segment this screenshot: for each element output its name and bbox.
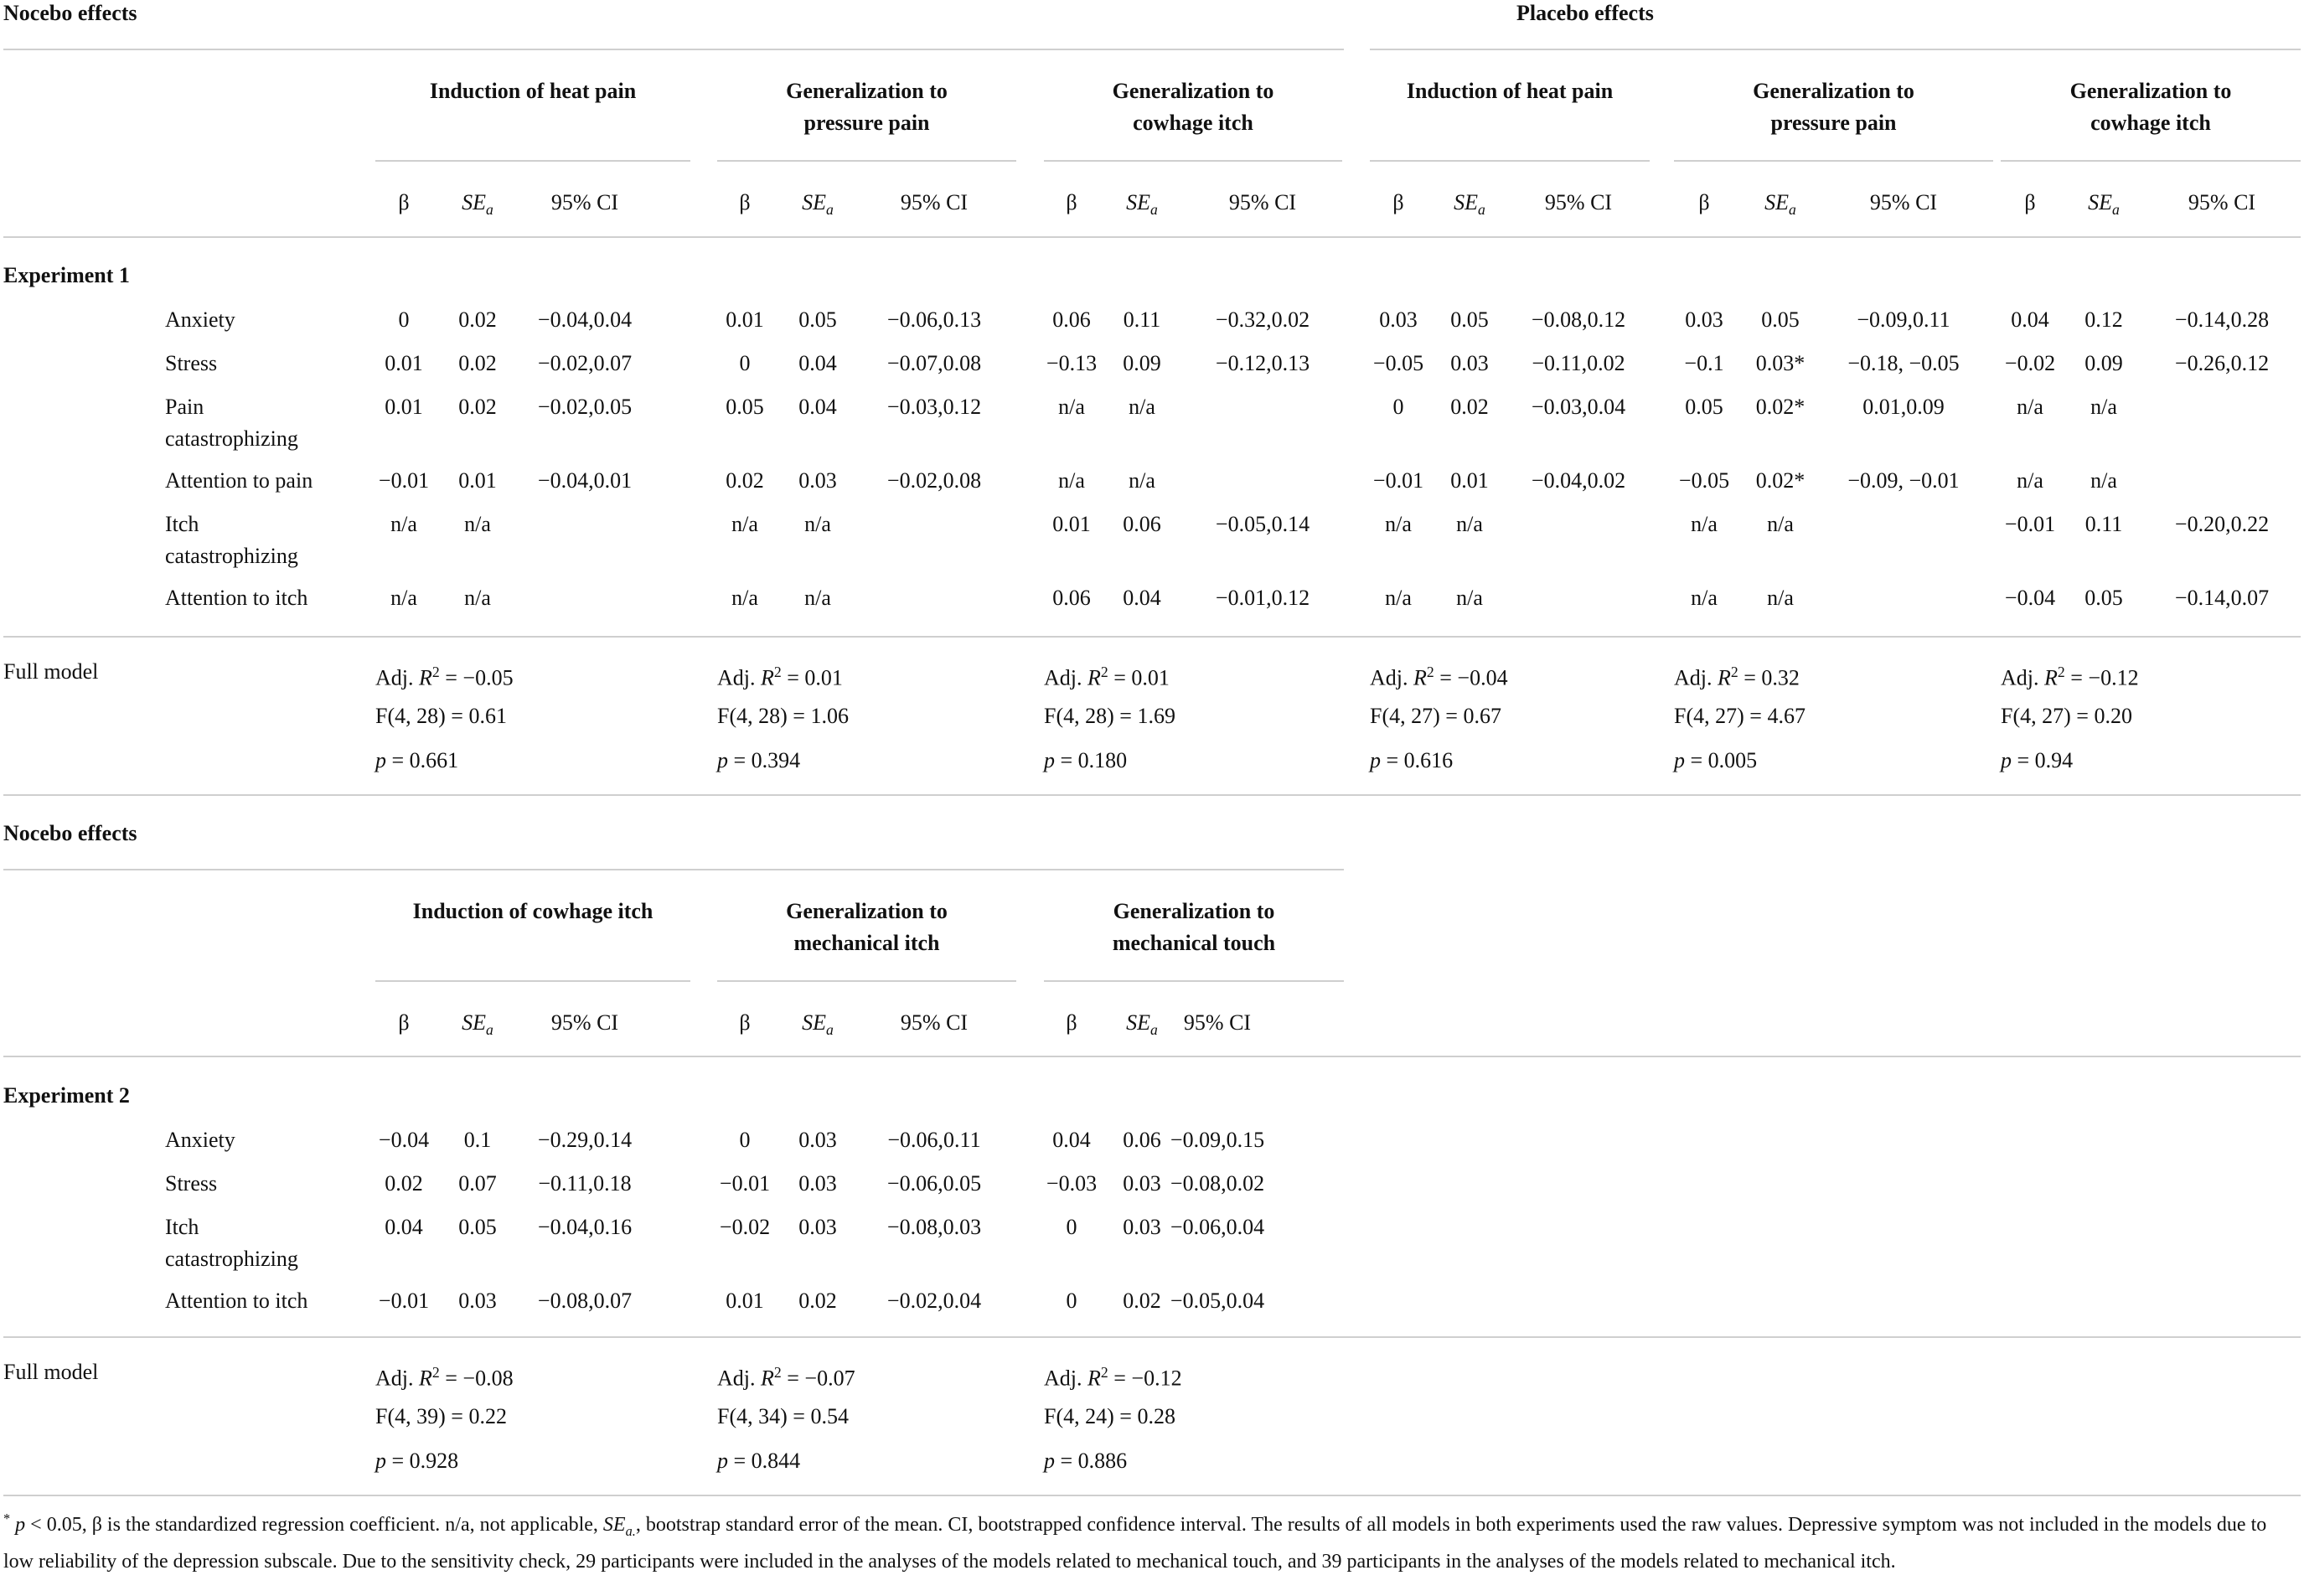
beta-value: −0.05 (1372, 351, 1424, 375)
model-exp1-p-value: p = 0.616 (1370, 748, 1454, 772)
ci-value: −0.06,0.13 (886, 307, 982, 332)
ci-value: −0.04,0.01 (537, 468, 633, 493)
se-value: 0.06 (1123, 1128, 1161, 1152)
full-model-rule (3, 636, 2301, 638)
beta-value: 0.05 (726, 395, 764, 419)
column-header: Induction of heat pain (429, 79, 637, 103)
beta-value: 0.01 (385, 351, 423, 375)
ci-value: −0.06,0.05 (886, 1171, 982, 1196)
ci-value: −0.12,0.13 (1215, 351, 1310, 375)
beta-value: 0.05 (1685, 395, 1723, 419)
row-label: Attention to pain (165, 468, 313, 493)
model-exp1-f-stat: F(4, 27) = 0.67 (1370, 704, 1501, 728)
model-exp1-f-stat: F(4, 28) = 1.06 (717, 704, 849, 728)
model-exp1-adj-r2: Adj. $R^2 = 0.01$ (1044, 664, 1170, 690)
beta-value: 0.01 (726, 1289, 764, 1313)
ci-header: 95% CI (550, 190, 619, 214)
column-header: Generalization to (2069, 79, 2232, 103)
se-value: 0.12 (2084, 307, 2123, 332)
se-value: 0.03 (798, 1128, 837, 1152)
ci-value: −0.26,0.12 (2174, 351, 2270, 375)
se-value: 0.02 (1123, 1289, 1161, 1313)
beta-value: −0.01 (378, 1289, 430, 1313)
ci-value: −0.07,0.08 (886, 351, 982, 375)
se-value: n/a (464, 586, 491, 610)
ci-header: 95% CI (1544, 190, 1613, 214)
beta-value: −0.02 (2004, 351, 2056, 375)
se-value: 0.02 (798, 1289, 837, 1313)
bottom-rule (3, 1495, 2301, 1496)
ci-header: 95% CI (900, 190, 969, 214)
beta-value: 0.02 (726, 468, 764, 493)
experiment-1-label: Experiment 1 (3, 263, 130, 287)
model-exp1-p-value: p = 0.180 (1044, 748, 1128, 772)
row-label: catastrophizing (165, 1247, 298, 1271)
beta-value: n/a (390, 512, 417, 536)
beta-value: 0.04 (1052, 1128, 1091, 1152)
ci-value: −0.06,0.04 (1170, 1215, 1265, 1239)
row-label: Itch (165, 512, 199, 536)
ci-header: 95% CI (1183, 1010, 1252, 1035)
row-label: Anxiety (165, 307, 235, 332)
beta-value: 0 (739, 1128, 751, 1152)
beta-value: 0.06 (1052, 586, 1091, 610)
nocebo-effects-title-2: Nocebo effects (3, 821, 137, 845)
section-rule (3, 794, 2301, 796)
beta-value: −0.04 (2004, 586, 2056, 610)
row-label: Itch (165, 1215, 199, 1239)
se-value: 0.04 (1123, 586, 1161, 610)
column-header: mechanical touch (1112, 931, 1276, 955)
ci-value: −0.05,0.14 (1215, 512, 1310, 536)
ci-value: −0.03,0.04 (1531, 395, 1626, 419)
se-header: $SE_a$ (1126, 190, 1158, 219)
top-rule-placebo (1370, 49, 2301, 50)
beta-value: −0.04 (378, 1128, 430, 1152)
se-value: 0.09 (2084, 351, 2123, 375)
column-header: Generalization to (1112, 79, 1274, 103)
row-label: Anxiety (165, 1128, 235, 1152)
beta-value: n/a (731, 586, 758, 610)
se-value: 0.02 (458, 307, 497, 332)
se-value: n/a (1767, 512, 1794, 536)
se-value: 0.04 (798, 395, 837, 419)
beta-value: −0.01 (719, 1171, 771, 1196)
model-exp2-p-value: p = 0.844 (717, 1449, 801, 1473)
column-group-underline (1370, 160, 1650, 162)
row-label: catastrophizing (165, 426, 298, 451)
beta-value: −0.01 (1372, 468, 1424, 493)
ci-value: −0.11,0.02 (1532, 351, 1625, 375)
model-exp2-adj-r2: Adj. $R^2 = -0.12$ (1044, 1364, 1182, 1391)
se-value: n/a (464, 512, 491, 536)
top-rule-nocebo (3, 49, 1344, 50)
se-value: 0.05 (2084, 586, 2123, 610)
beta-header: β (1392, 190, 1404, 214)
se-value: 0.03 (1450, 351, 1489, 375)
beta-value: 0 (1066, 1289, 1077, 1313)
beta-value: 0.06 (1052, 307, 1091, 332)
beta-value: n/a (2017, 468, 2043, 493)
model-exp1-f-stat: F(4, 27) = 0.20 (2001, 704, 2132, 728)
column-header: Induction of heat pain (1406, 79, 1614, 103)
model-exp1-p-value: p = 0.94 (2001, 748, 2074, 772)
column-header: Generalization to (1753, 79, 1914, 103)
model-exp1-f-stat: F(4, 28) = 1.69 (1044, 704, 1175, 728)
ci-value: −0.08,0.12 (1531, 307, 1626, 332)
ci-value: −0.14,0.28 (2174, 307, 2270, 332)
se-value: n/a (1456, 512, 1483, 536)
model-exp2-f-stat: F(4, 34) = 0.54 (717, 1404, 849, 1428)
model-exp1-adj-r2: Adj. $R^2 = -0.12$ (2001, 664, 2139, 690)
se-value: 0.05 (458, 1215, 497, 1239)
ci-value: −0.06,0.11 (887, 1128, 981, 1152)
beta-value: −0.01 (2004, 512, 2056, 536)
header-rule (3, 236, 2301, 238)
se-value: 0.01 (458, 468, 497, 493)
nocebo-effects-title: Nocebo effects (3, 1, 137, 25)
se-value: 0.11 (2084, 512, 2123, 536)
ci-value: −0.09, −0.01 (1847, 468, 1960, 493)
ci-value: −0.29,0.14 (537, 1128, 633, 1152)
beta-value: −0.13 (1046, 351, 1098, 375)
model-exp1-p-value: p = 0.005 (1674, 748, 1758, 772)
ci-value: −0.02,0.07 (537, 351, 633, 375)
beta-value: 0 (1066, 1215, 1077, 1239)
ci-value: −0.01,0.12 (1215, 586, 1310, 610)
column-header: Generalization to (786, 79, 948, 103)
ci-header: 95% CI (1869, 190, 1938, 214)
ci-value: −0.14,0.07 (2174, 586, 2270, 610)
table-footnote: * p < 0.05, β is the standardized regression coefficient. n/a, not applicable, $SE_{a.}$, bootstrap standard error of the mean. CI, bootstrapped confidence interval. The results of all models in both experiments used the raw values. Depressive symptom was not included in the models due to low reliability of the depression subscale. Due to the sensitivity check, 29 participants were included in the analyses of the models related to mechanical touch, and 39 participants in the analyses of the models related to mechanical itch. (3, 1511, 2267, 1573)
column-group-underline (717, 160, 1016, 162)
column-header: Induction of cowhage itch (412, 899, 653, 923)
row-label: Stress (165, 1171, 218, 1196)
beta-value: −0.02 (719, 1215, 771, 1239)
ci-value: −0.02,0.04 (886, 1289, 982, 1313)
se-value: 0.06 (1123, 512, 1161, 536)
se-value: 0.05 (1450, 307, 1489, 332)
se-value: 0.03* (1755, 351, 1805, 375)
ci-value: −0.05,0.04 (1170, 1289, 1265, 1313)
beta-value: 0 (739, 351, 751, 375)
ci-value: −0.04,0.16 (537, 1215, 633, 1239)
beta-header: β (739, 190, 751, 214)
ci-header: 95% CI (2188, 190, 2256, 214)
column-header: Generalization to (1113, 899, 1275, 923)
ci-value: −0.20,0.22 (2174, 512, 2270, 536)
placebo-effects-title: Placebo effects (1516, 1, 1654, 25)
beta-value: n/a (1691, 586, 1718, 610)
ci-value: −0.02,0.08 (886, 468, 982, 493)
beta-value: 0.03 (1379, 307, 1418, 332)
se-value: 0.03 (1123, 1171, 1161, 1196)
column-group-underline (375, 980, 690, 982)
se-value: n/a (2090, 468, 2117, 493)
se-value: 0.03 (798, 468, 837, 493)
model-exp1-adj-r2: Adj. $R^2 = -0.04$ (1370, 664, 1508, 690)
beta-value: n/a (1385, 512, 1412, 536)
se-value: 0.02 (1450, 395, 1489, 419)
se-value: 0.03 (1123, 1215, 1161, 1239)
row-label: Pain (165, 395, 204, 419)
ci-value: −0.02,0.05 (537, 395, 633, 419)
row-label: Attention to itch (165, 1289, 308, 1313)
column-group-underline (1044, 160, 1342, 162)
se-value: 0.02 (458, 395, 497, 419)
se-value: n/a (1456, 586, 1483, 610)
beta-value: n/a (1058, 468, 1085, 493)
model-exp2-f-stat: F(4, 24) = 0.28 (1044, 1404, 1175, 1428)
beta-value: 0 (398, 307, 410, 332)
se-value: n/a (1767, 586, 1794, 610)
column-group-underline (2001, 160, 2301, 162)
se-value: n/a (1129, 395, 1155, 419)
se-value: 0.02* (1755, 468, 1805, 493)
model-exp2-adj-r2: Adj. $R^2 = -0.07$ (717, 1364, 855, 1391)
ci-value: −0.08,0.03 (886, 1215, 982, 1239)
full-model-label: Full model (3, 659, 99, 684)
beta-header: β (1066, 1010, 1077, 1035)
se-header: $SE_a$ (2088, 190, 2120, 219)
se-value: 0.03 (798, 1215, 837, 1239)
se-header: $SE_a$ (462, 1010, 493, 1039)
beta-value: −0.1 (1684, 351, 1724, 375)
column-group-underline (1044, 980, 1344, 982)
se-header: $SE_a$ (462, 190, 493, 219)
beta-value: 0.01 (385, 395, 423, 419)
model-exp1-p-value: p = 0.661 (375, 748, 459, 772)
beta-value: 0.04 (2011, 307, 2049, 332)
ci-value: 0.01,0.09 (1862, 395, 1945, 419)
ci-header: 95% CI (900, 1010, 969, 1035)
se-value: 0.09 (1123, 351, 1161, 375)
se-value: n/a (804, 512, 831, 536)
beta-value: 0.01 (726, 307, 764, 332)
ci-value: −0.04,0.04 (537, 307, 633, 332)
se-value: n/a (2090, 395, 2117, 419)
model-exp1-adj-r2: Adj. $R^2 = 0.01$ (717, 664, 843, 690)
se-value: 0.11 (1123, 307, 1161, 332)
model-exp1-adj-r2: Adj. $R^2 = -0.05$ (375, 664, 514, 690)
se-value: 0.01 (1450, 468, 1489, 493)
model-exp2-p-value: p = 0.886 (1044, 1449, 1128, 1473)
beta-value: n/a (390, 586, 417, 610)
beta-header: β (739, 1010, 751, 1035)
beta-header: β (398, 190, 410, 214)
ci-value: −0.04,0.02 (1531, 468, 1626, 493)
se-value: n/a (804, 586, 831, 610)
se-header: $SE_a$ (1764, 190, 1796, 219)
column-header: Generalization to (786, 899, 948, 923)
beta-value: n/a (1385, 586, 1412, 610)
beta-header: β (1698, 190, 1710, 214)
beta-header: β (398, 1010, 410, 1035)
model-exp1-adj-r2: Adj. $R^2 = 0.32$ (1674, 664, 1800, 690)
beta-header: β (2024, 190, 2036, 214)
se-value: 0.03 (798, 1171, 837, 1196)
se-value: 0.05 (1761, 307, 1800, 332)
se-header: $SE_a$ (1454, 190, 1485, 219)
row-label: catastrophizing (165, 544, 298, 568)
se-value: 0.1 (463, 1128, 492, 1152)
experiment-2-label: Experiment 2 (3, 1083, 130, 1108)
ci-value: −0.03,0.12 (886, 395, 982, 419)
beta-value: n/a (731, 512, 758, 536)
se-value: 0.03 (458, 1289, 497, 1313)
model-exp2-p-value: p = 0.928 (375, 1449, 459, 1473)
se-header: $SE_a$ (1126, 1010, 1158, 1039)
header-rule-exp2 (3, 1056, 2301, 1057)
beta-value: −0.01 (378, 468, 430, 493)
beta-header: β (1066, 190, 1077, 214)
model-exp2-adj-r2: Adj. $R^2 = -0.08$ (375, 1364, 514, 1391)
ci-header: 95% CI (550, 1010, 619, 1035)
ci-value: −0.32,0.02 (1215, 307, 1310, 332)
column-group-underline (1674, 160, 1993, 162)
beta-value: 0.02 (385, 1171, 423, 1196)
se-header: $SE_a$ (802, 190, 834, 219)
column-header: pressure pain (1770, 111, 1897, 135)
column-header: cowhage itch (1133, 111, 1253, 135)
se-value: n/a (1129, 468, 1155, 493)
beta-value: n/a (2017, 395, 2043, 419)
full-model-rule-exp2 (3, 1336, 2301, 1338)
row-label: Attention to itch (165, 586, 308, 610)
row-label: Stress (165, 351, 218, 375)
beta-value: n/a (1058, 395, 1085, 419)
full-model-label: Full model (3, 1360, 99, 1384)
se-header: $SE_a$ (802, 1010, 834, 1039)
model-exp1-p-value: p = 0.394 (717, 748, 801, 772)
se-value: 0.04 (798, 351, 837, 375)
ci-value: −0.09,0.11 (1857, 307, 1950, 332)
ci-header: 95% CI (1228, 190, 1297, 214)
beta-value: 0 (1392, 395, 1404, 419)
ci-value: −0.18, −0.05 (1847, 351, 1960, 375)
ci-value: −0.08,0.07 (537, 1289, 633, 1313)
column-header: mechanical itch (793, 931, 940, 955)
model-exp1-f-stat: F(4, 27) = 4.67 (1674, 704, 1805, 728)
model-exp2-f-stat: F(4, 39) = 0.22 (375, 1404, 507, 1428)
se-value: 0.02* (1755, 395, 1805, 419)
beta-value: 0.01 (1052, 512, 1091, 536)
beta-value: 0.03 (1685, 307, 1723, 332)
beta-value: −0.05 (1678, 468, 1730, 493)
ci-value: −0.11,0.18 (538, 1171, 632, 1196)
column-group-underline (375, 160, 690, 162)
column-header: pressure pain (803, 111, 930, 135)
top-rule-exp2 (3, 869, 1344, 870)
beta-value: n/a (1691, 512, 1718, 536)
ci-value: −0.09,0.15 (1170, 1128, 1265, 1152)
se-value: 0.02 (458, 351, 497, 375)
ci-value: −0.08,0.02 (1170, 1171, 1265, 1196)
se-value: 0.07 (458, 1171, 497, 1196)
column-header: cowhage itch (2090, 111, 2211, 135)
beta-value: 0.04 (385, 1215, 423, 1239)
beta-value: −0.03 (1046, 1171, 1098, 1196)
model-exp1-f-stat: F(4, 28) = 0.61 (375, 704, 507, 728)
column-group-underline (717, 980, 1016, 982)
se-value: 0.05 (798, 307, 837, 332)
